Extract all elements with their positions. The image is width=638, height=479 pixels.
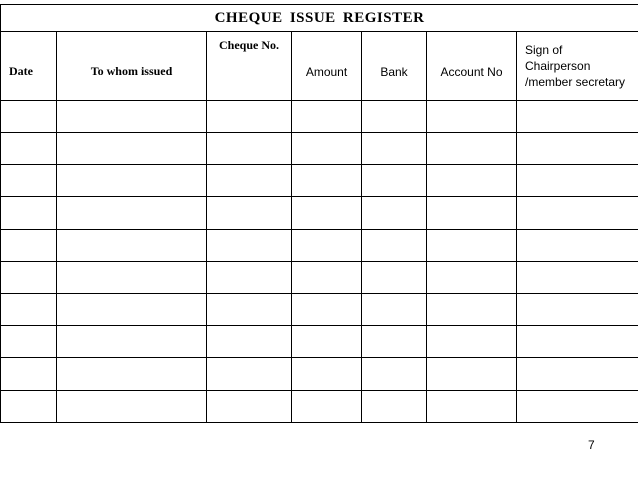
to-whom-issued-cell	[57, 132, 207, 164]
amount-cell	[292, 293, 362, 325]
bank-cell	[362, 132, 427, 164]
table-row	[1, 358, 638, 390]
cheque-no-cell	[207, 390, 292, 422]
date-cell	[1, 100, 57, 132]
date-cell	[1, 293, 57, 325]
to-whom-issued-cell	[57, 165, 207, 197]
cheque-no-cell	[207, 229, 292, 261]
bank-cell	[362, 100, 427, 132]
table-row	[1, 390, 638, 422]
account-no-cell	[427, 229, 517, 261]
amount-cell	[292, 132, 362, 164]
cheque-issue-register-table	[0, 4, 638, 423]
signature-cell	[517, 165, 638, 197]
amount-cell	[292, 197, 362, 229]
account-no-cell	[427, 261, 517, 293]
bank-cell	[362, 229, 427, 261]
date-cell	[1, 358, 57, 390]
date-cell	[1, 390, 57, 422]
date-cell	[1, 132, 57, 164]
date-cell	[1, 165, 57, 197]
amount-cell	[292, 261, 362, 293]
account-no-cell	[427, 132, 517, 164]
to-whom-issued-cell	[57, 261, 207, 293]
header-row	[1, 32, 638, 100]
signature-cell	[517, 358, 638, 390]
column-header-signature	[517, 32, 638, 100]
account-no-cell	[427, 100, 517, 132]
account-no-cell	[427, 197, 517, 229]
signature-cell	[517, 326, 638, 358]
bank-cell	[362, 293, 427, 325]
to-whom-issued-cell	[57, 100, 207, 132]
register-body	[1, 100, 638, 422]
signature-header-line-3: /member secretary	[525, 74, 626, 89]
bank-cell	[362, 261, 427, 293]
signature-cell	[517, 229, 638, 261]
signature-cell	[517, 261, 638, 293]
bank-cell	[362, 390, 427, 422]
to-whom-issued-cell	[57, 229, 207, 261]
to-whom-issued-cell	[57, 293, 207, 325]
signature-header-line-2: Chairperson	[525, 58, 591, 73]
column-header-to-whom-issued: To whom issued	[57, 32, 207, 100]
to-whom-issued-cell	[57, 197, 207, 229]
table-row	[1, 165, 638, 197]
account-no-cell	[427, 358, 517, 390]
cheque-no-cell	[207, 165, 292, 197]
cheque-no-cell	[207, 100, 292, 132]
bank-cell	[362, 165, 427, 197]
page-number: 7	[588, 438, 595, 452]
signature-cell	[517, 132, 638, 164]
column-header-bank: Bank	[362, 32, 427, 100]
to-whom-issued-cell	[57, 358, 207, 390]
account-no-cell	[427, 293, 517, 325]
column-header-account-no: Account No	[427, 32, 517, 100]
bank-cell	[362, 326, 427, 358]
amount-cell	[292, 165, 362, 197]
cheque-no-cell	[207, 261, 292, 293]
column-header-amount: Amount	[292, 32, 362, 100]
table-row	[1, 100, 638, 132]
amount-cell	[292, 390, 362, 422]
date-cell	[1, 326, 57, 358]
cheque-no-cell	[207, 197, 292, 229]
column-header-cheque-no: Cheque No.	[207, 32, 292, 100]
title-row	[1, 5, 638, 32]
amount-cell	[292, 326, 362, 358]
signature-cell	[517, 293, 638, 325]
account-no-cell	[427, 326, 517, 358]
amount-cell	[292, 100, 362, 132]
cheque-no-cell	[207, 293, 292, 325]
bank-cell	[362, 358, 427, 390]
date-cell	[1, 197, 57, 229]
cheque-no-cell	[207, 326, 292, 358]
register-title: CHEQUE ISSUE REGISTER	[1, 5, 638, 32]
amount-cell	[292, 358, 362, 390]
date-cell	[1, 229, 57, 261]
account-no-cell	[427, 390, 517, 422]
date-cell	[1, 261, 57, 293]
table-row	[1, 293, 638, 325]
signature-header-line-1: Sign of	[525, 42, 563, 57]
signature-cell	[517, 390, 638, 422]
bank-cell	[362, 197, 427, 229]
account-no-cell	[427, 165, 517, 197]
cheque-no-cell	[207, 132, 292, 164]
amount-cell	[292, 229, 362, 261]
table-row	[1, 326, 638, 358]
to-whom-issued-cell	[57, 390, 207, 422]
table-row	[1, 132, 638, 164]
table-row	[1, 229, 638, 261]
table-row	[1, 261, 638, 293]
to-whom-issued-cell	[57, 326, 207, 358]
cheque-no-cell	[207, 358, 292, 390]
column-header-date: Date	[1, 32, 57, 100]
signature-cell	[517, 197, 638, 229]
signature-cell	[517, 100, 638, 132]
table-row	[1, 197, 638, 229]
